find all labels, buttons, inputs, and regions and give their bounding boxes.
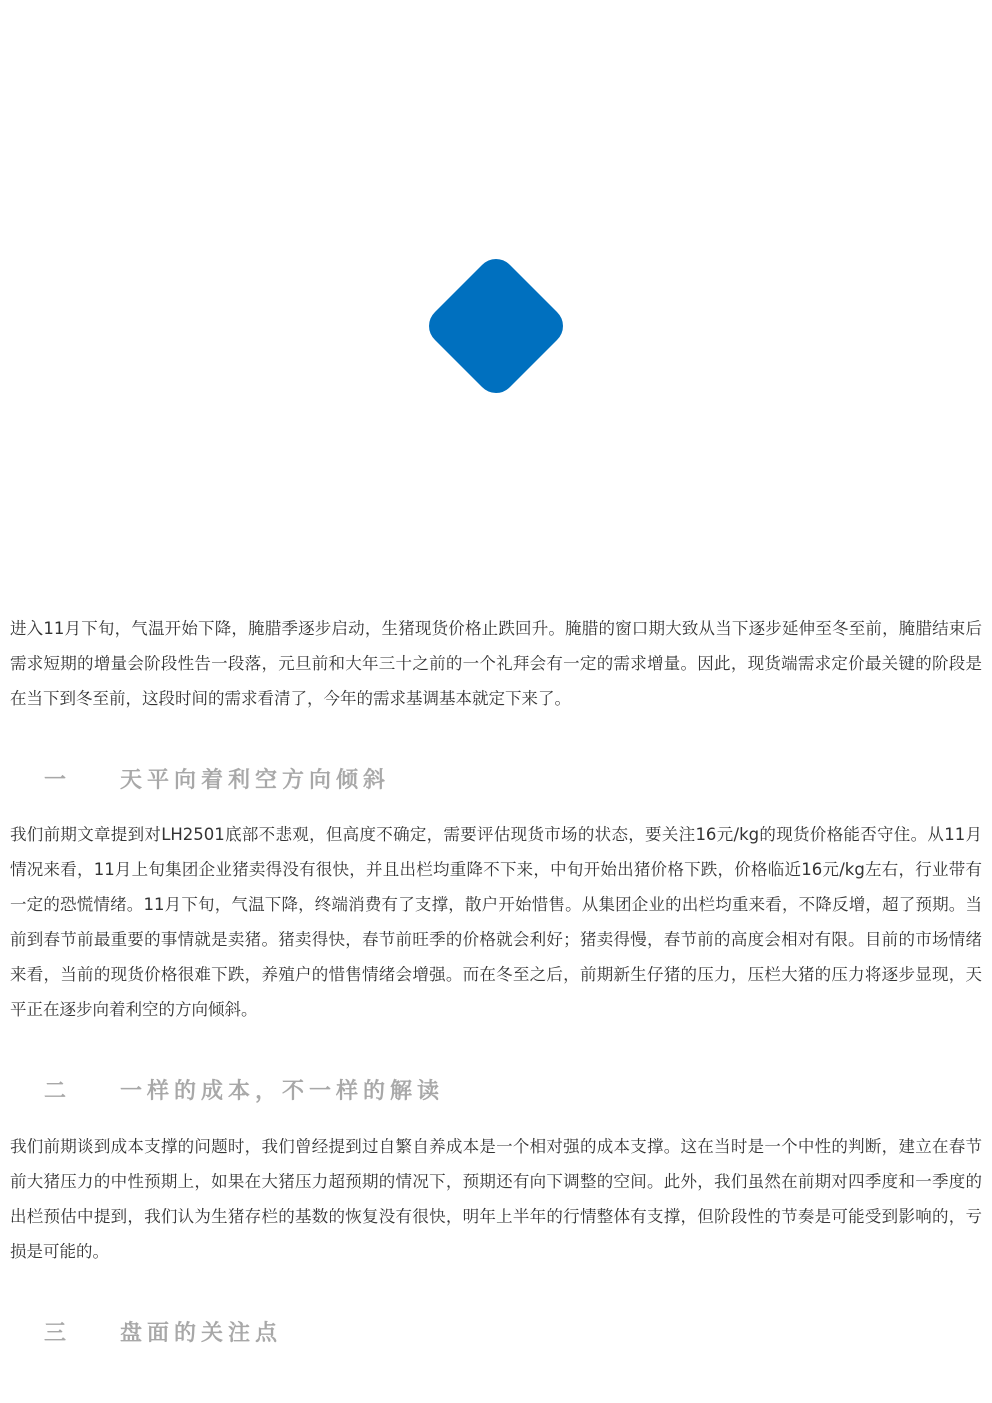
intro-paragraph: 进入11月下旬，气温开始下降，腌腊季逐步启动，生猪现货价格止跌回升。腌腊的窗口期大致从当下逐步延伸至冬至前，腌腊结束后需求短期的增量会阶段性告一段落，元旦前和大年三十之前的一个礼拜会有一定的需求增量。因此，现货端需求定价最关键的阶段是在当下到冬至前，这段时间的需求看清了，今年的需求基调基本就定下来了。 bbox=[10, 619, 982, 708]
section-number: 三 bbox=[44, 1320, 72, 1346]
section-2-paragraph: 我们前期谈到成本支撑的问题时，我们曾经提到过自繁自养成本是一个相对强的成本支撑。这在当时是一个中性的判断，建立在春节前大猪压力的中性预期上，如果在大猪压力超预期的情况下，预期还有向下调整的空间。此外，我们虽然在前期对四季度和一季度的出栏预估中提到，我们认为生猪存栏的基数的恢复没有很快，明年上半年的行情整体有支撑，但阶段性的节奏是可能受到影响的，亏损是可能的。 bbox=[10, 1137, 982, 1261]
section-heading-2 bbox=[44, 1074, 444, 1104]
section-title: 盘面的关注点 bbox=[120, 1320, 283, 1346]
section-heading-3 bbox=[44, 1316, 282, 1346]
section-title: 天平向着利空方向倾斜 bbox=[120, 767, 391, 793]
diamond-logo-icon bbox=[425, 255, 567, 397]
section-heading-1 bbox=[44, 763, 390, 793]
section-number: 二 bbox=[44, 1078, 72, 1104]
section-1-paragraph: 我们前期文章提到对LH2501底部不悲观，但高度不确定，需要评估现货市场的状态，要关注16元/kg的现货价格能否守住。从11月情况来看，11月上旬集团企业猪卖得没有很快，并且出栏均重降不下来，中旬开始出猪价格下跌，价格临近16元/kg左右，行业带有一定的恐慌情绪。11月下旬，气温下降，终端消费有了支撑，散户开始惜售。从集团企业的出栏均重来看，不降反增，超了预期。当前到春节前最重要的事情就是卖猪。猪卖得快，春节前旺季的价格就会利好；猪卖得慢，春节前的高度会相对有限。目前的市场情绪来看，当前的现货价格很难下跌，养殖户的惜售情绪会增强。而在冬至之后，前期新生仔猪的压力，压栏大猪的压力将逐步显现，天平正在逐步向着利空的方向倾斜。 bbox=[10, 825, 982, 1019]
section-number: 一 bbox=[44, 767, 72, 793]
section-title: 一样的成本，不一样的解读 bbox=[120, 1078, 445, 1104]
brand-logo bbox=[425, 255, 567, 397]
